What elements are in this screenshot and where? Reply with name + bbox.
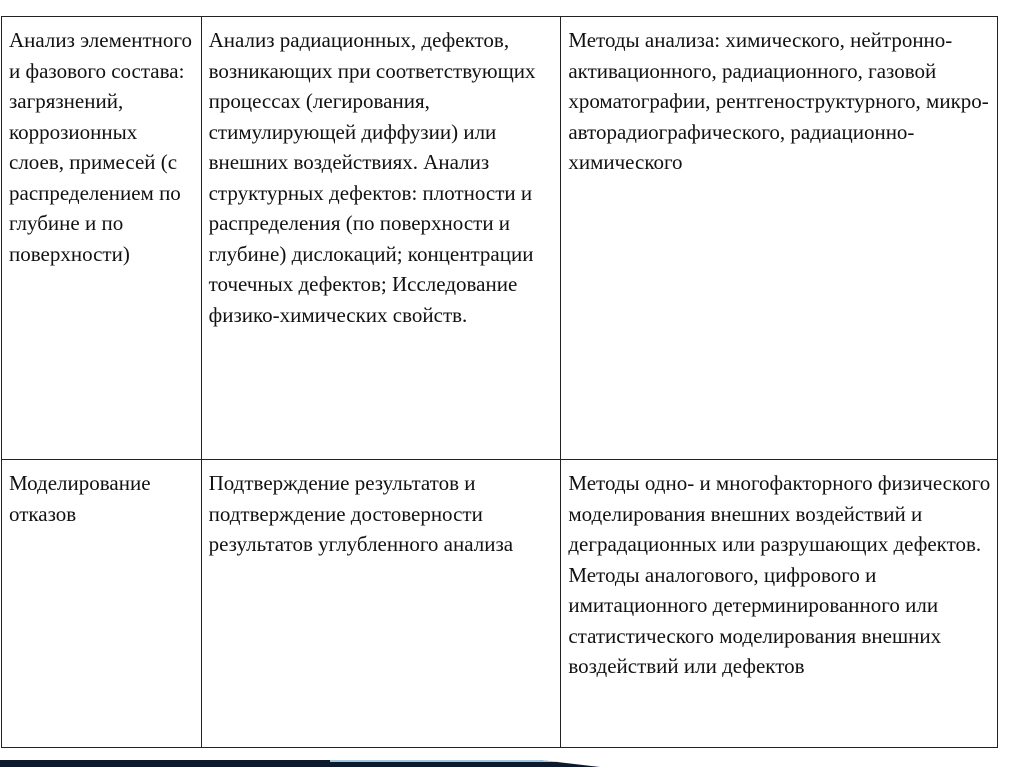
cell-text: Анализ элементного и фазового состава: загрязнений, коррозионных слоев, примесей (с распределением по глубине и по поверхности) [9, 28, 192, 266]
cell-text: Методы одно- и многофакторного физического моделирования внешних воздействий и деградационных или разрушающих дефектов. Методы аналогового, цифрового и имитационного детерминированного или статистического моделирования внешних воздействий или дефектов [568, 471, 991, 678]
table-cell-content [201, 17, 561, 460]
table-row [2, 17, 998, 460]
cell-text: Моделирование отказов [9, 471, 151, 526]
footer-light-stripe [330, 760, 560, 762]
analysis-methods-table [1, 16, 998, 748]
cell-text: Подтверждение результатов и подтверждение достоверности результатов углубленного анализа [208, 471, 514, 556]
table-row [2, 460, 998, 748]
slide-footer-decoration [0, 760, 1024, 767]
cell-text: Методы анализа: химического, нейтронно-активационного, радиационного, газовой хроматографии, рентгеноструктурного, микро-авторадиографического, радиационно-химического [568, 28, 989, 174]
table-cell-task [2, 17, 202, 460]
table-cell-methods [561, 17, 998, 460]
cell-text: Анализ радиационных, дефектов, возникающих при соответствующих процессах (легирования, стимулирующей диффузии) или внешних воздействиях. Анализ структурных дефектов: плотности и распределения (по поверхности и глубине) дислокаций; концентрации точечных дефектов; Исследование физико-химических свойств. [208, 28, 536, 327]
table-cell-content [201, 460, 561, 748]
table-cell-methods [561, 460, 998, 748]
table-cell-task [2, 460, 202, 748]
